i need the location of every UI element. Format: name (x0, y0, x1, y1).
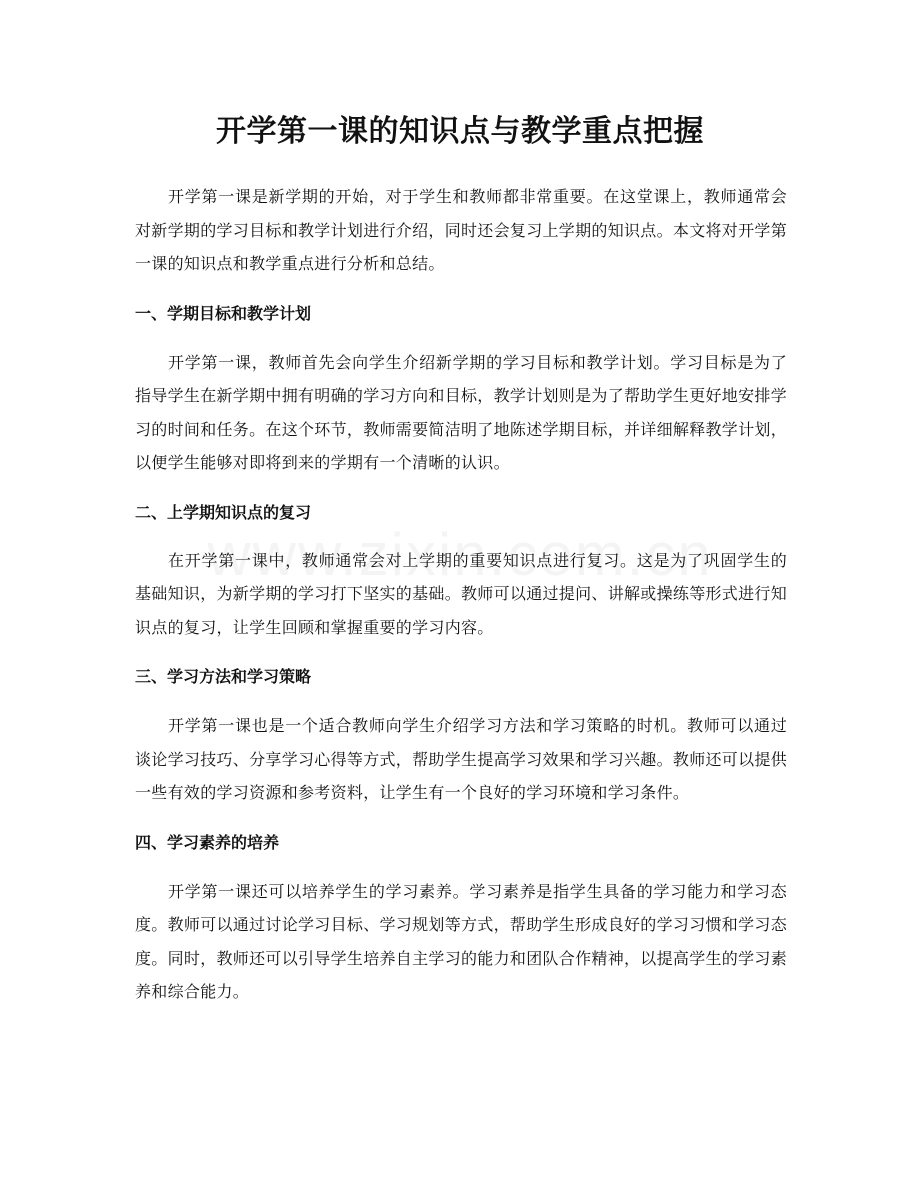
section-heading-1: 一、学期目标和教学计划 (135, 303, 312, 323)
section-heading-3: 三、学习方法和学习策略 (135, 667, 312, 686)
section-body-1: 开学第一课，教师首先会向学生介绍新学期的学习目标和教学计划。学习目标是为了指导学生在新学期中拥有明确的学习方向和目标，教学计划则是为了帮助学生更好地安排学习的时间和任务。在这个环节，教师需要简洁明了地陈述学期目标，并详细解释教学计划，以便学生能够对即将到来的学期有一个清晰的认识。 (135, 352, 788, 472)
section-body-4: 开学第一课还可以培养学生的学习素养。学习素养是指学生具备的学习能力和学习态度。教师可以通过讨论学习目标、学习规划等方式，帮助学生形成良好的学习习惯和学习态度。同时，教师还可以引导学生培养自主学习的能力和团队合作精神，以提高学生的学习素养和综合能力。 (135, 881, 788, 1001)
page-title: 开学第一课的知识点与教学重点把握 (216, 114, 704, 149)
section-body-2: 在开学第一课中，教师通常会对上学期的重要知识点进行复习。这是为了巩固学生的基础知识，为新学期的学习打下坚实的基础。教师可以通过提问、讲解或操练等形式进行知识点的复习，让学生回顾和掌握重要的学习内容。 (135, 550, 788, 637)
intro-paragraph: 开学第一课是新学期的开始，对于学生和教师都非常重要。在这堂课上，教师通常会对新学期的学习目标和教学计划进行介绍，同时还会复习上学期的知识点。本文将对开学第一课的知识点和教学重点进行分析和总结。 (135, 187, 788, 273)
section-heading-4: 四、学习素养的培养 (135, 832, 280, 852)
section-heading-2: 二、上学期知识点的复习 (135, 502, 312, 522)
section-body-3: 开学第一课也是一个适合教师向学生介绍学习方法和学习策略的时机。教师可以通过谈论学习技巧、分享学习心得等方式，帮助学生提高学习效果和学习兴趣。教师还可以提供一些有效的学习资源和参考资料，让学生有一个良好的学习环境和学习条件。 (135, 716, 788, 802)
document-body (135, 180, 787, 1009)
